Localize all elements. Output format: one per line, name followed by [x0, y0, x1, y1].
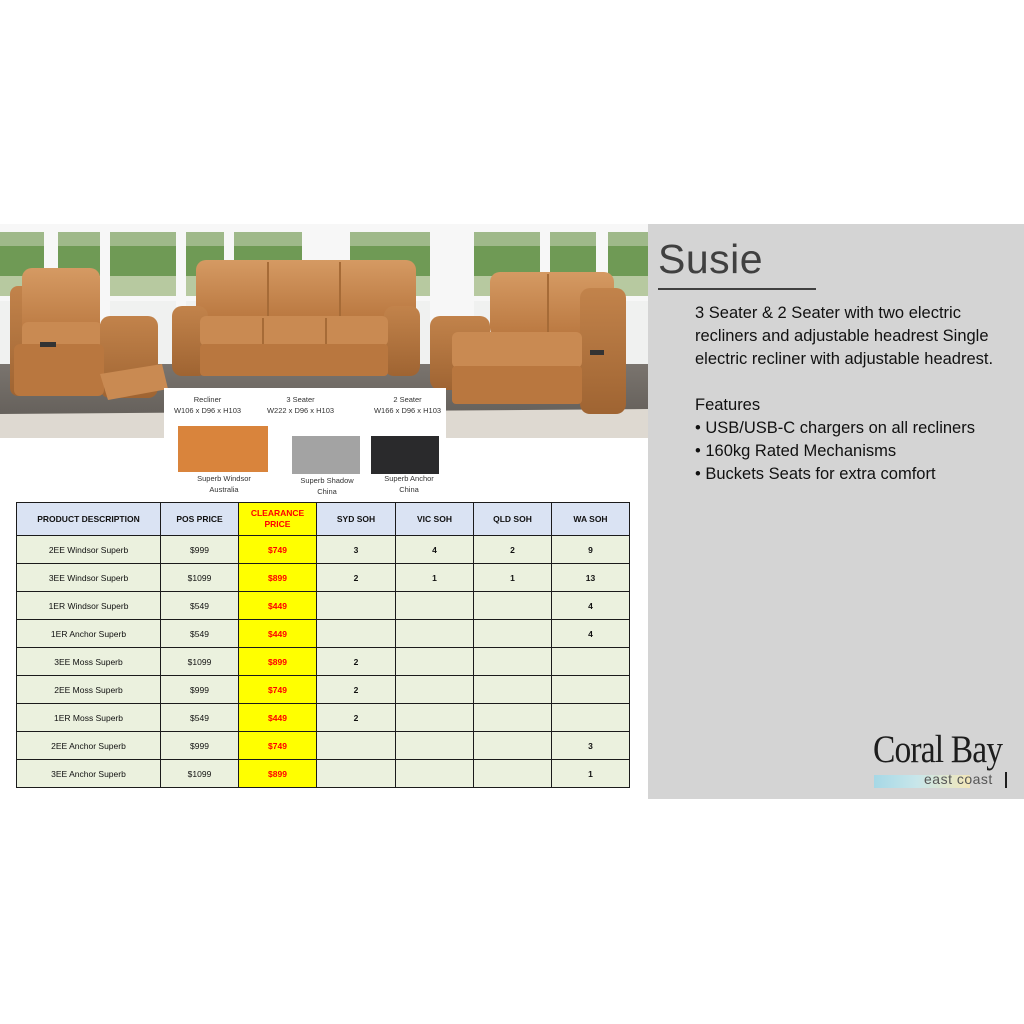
cell-vic-soh	[396, 704, 474, 732]
header-wa-soh: WA SOH	[552, 503, 630, 536]
three-seater-image	[172, 260, 420, 376]
header-clearance-price-label: CLEARANCE PRICE	[250, 508, 305, 529]
table-row	[17, 620, 630, 648]
cell-clearance-price: $899	[239, 760, 317, 788]
cell-qld-soh	[474, 676, 552, 704]
cell-qld-soh	[474, 592, 552, 620]
feature-item: • 160kg Rated Mechanisms	[695, 442, 897, 460]
table-row	[17, 676, 630, 704]
cell-wa-soh	[552, 648, 630, 676]
features-heading: Features	[695, 396, 761, 414]
cell-syd-soh	[317, 592, 396, 620]
swatch-label-superb-anchor: Superb Anchor China	[384, 474, 434, 494]
cell-product-description: 2EE Windsor Superb	[17, 536, 161, 564]
brand-logo-mark	[1005, 772, 1007, 788]
recliner-dimensions: Recliner W106 x D96 x H103	[173, 395, 242, 415]
cell-syd-soh: 2	[317, 704, 396, 732]
cell-pos-price: $549	[161, 704, 239, 732]
cell-wa-soh: 3	[552, 732, 630, 760]
table-row	[17, 760, 630, 788]
three-seater-dimensions: 3 Seater W222 x D96 x H103	[266, 395, 335, 415]
cell-pos-price: $1099	[161, 564, 239, 592]
cell-qld-soh	[474, 760, 552, 788]
swatch-label-superb-windsor: Superb Windsor Australia	[197, 474, 251, 494]
cell-syd-soh	[317, 760, 396, 788]
cell-clearance-price: $749	[239, 732, 317, 760]
brand-logo-tagline: east coast	[924, 771, 993, 787]
cell-vic-soh	[396, 592, 474, 620]
cell-product-description: 1ER Moss Superb	[17, 704, 161, 732]
cell-qld-soh	[474, 620, 552, 648]
header-clearance-price	[239, 503, 317, 536]
cell-product-description: 3EE Anchor Superb	[17, 760, 161, 788]
product-title: Susie	[658, 236, 764, 282]
cell-wa-soh: 9	[552, 536, 630, 564]
header-pos-price: POS PRICE	[161, 503, 239, 536]
two-seater-dimensions: 2 Seater W166 x D96 x H103	[373, 395, 442, 415]
cell-wa-soh	[552, 704, 630, 732]
cell-product-description: 3EE Moss Superb	[17, 648, 161, 676]
cell-clearance-price: $449	[239, 704, 317, 732]
feature-item: • USB/USB-C chargers on all recliners	[695, 419, 975, 437]
cell-vic-soh	[396, 676, 474, 704]
table-row	[17, 564, 630, 592]
cell-pos-price: $1099	[161, 648, 239, 676]
cell-pos-price: $549	[161, 592, 239, 620]
title-underline	[658, 288, 816, 290]
header-product-description: PRODUCT DESCRIPTION	[17, 503, 161, 536]
cell-vic-soh: 1	[396, 564, 474, 592]
cell-qld-soh: 1	[474, 564, 552, 592]
cell-vic-soh: 4	[396, 536, 474, 564]
cell-wa-soh: 4	[552, 592, 630, 620]
cell-syd-soh	[317, 732, 396, 760]
cell-qld-soh	[474, 648, 552, 676]
swatch-superb-anchor	[371, 436, 439, 474]
header-vic-soh: VIC SOH	[396, 503, 474, 536]
cell-syd-soh	[317, 620, 396, 648]
cell-product-description: 2EE Anchor Superb	[17, 732, 161, 760]
cell-clearance-price: $449	[239, 592, 317, 620]
cell-clearance-price: $449	[239, 620, 317, 648]
cell-clearance-price: $749	[239, 536, 317, 564]
table-header-row	[17, 503, 630, 536]
cell-qld-soh	[474, 732, 552, 760]
cell-wa-soh: 4	[552, 620, 630, 648]
cell-vic-soh	[396, 760, 474, 788]
table-row	[17, 536, 630, 564]
header-syd-soh: SYD SOH	[317, 503, 396, 536]
cell-product-description: 1ER Anchor Superb	[17, 620, 161, 648]
cell-pos-price: $999	[161, 536, 239, 564]
swatch-label-superb-shadow: Superb Shadow China	[300, 476, 354, 496]
cell-wa-soh: 13	[552, 564, 630, 592]
table-row	[17, 592, 630, 620]
header-qld-soh: QLD SOH	[474, 503, 552, 536]
cell-pos-price: $549	[161, 620, 239, 648]
cell-product-description: 1ER Windsor Superb	[17, 592, 161, 620]
cell-product-description: 3EE Windsor Superb	[17, 564, 161, 592]
brand-logo-name: Coral Bay	[873, 728, 1003, 771]
cell-vic-soh	[396, 732, 474, 760]
swatch-superb-shadow	[292, 436, 360, 474]
cell-wa-soh	[552, 676, 630, 704]
cell-qld-soh	[474, 704, 552, 732]
cell-vic-soh	[396, 620, 474, 648]
table-row	[17, 704, 630, 732]
stock-table	[16, 502, 630, 788]
cell-syd-soh: 2	[317, 676, 396, 704]
info-panel	[648, 224, 1024, 799]
feature-item: • Buckets Seats for extra comfort	[695, 465, 936, 483]
cell-pos-price: $999	[161, 732, 239, 760]
cell-clearance-price: $749	[239, 676, 317, 704]
cell-qld-soh: 2	[474, 536, 552, 564]
cell-wa-soh: 1	[552, 760, 630, 788]
cell-pos-price: $999	[161, 676, 239, 704]
cell-syd-soh: 2	[317, 564, 396, 592]
cell-clearance-price: $899	[239, 648, 317, 676]
swatch-superb-windsor	[178, 426, 268, 472]
product-description: 3 Seater & 2 Seater with two electric recliners and adjustable headrest Single electric recliner with adjustable headrest.	[695, 304, 994, 368]
table-row	[17, 648, 630, 676]
table-row	[17, 732, 630, 760]
cell-syd-soh: 2	[317, 648, 396, 676]
cell-clearance-price: $899	[239, 564, 317, 592]
cell-product-description: 2EE Moss Superb	[17, 676, 161, 704]
cell-vic-soh	[396, 648, 474, 676]
cell-syd-soh: 3	[317, 536, 396, 564]
cell-pos-price: $1099	[161, 760, 239, 788]
